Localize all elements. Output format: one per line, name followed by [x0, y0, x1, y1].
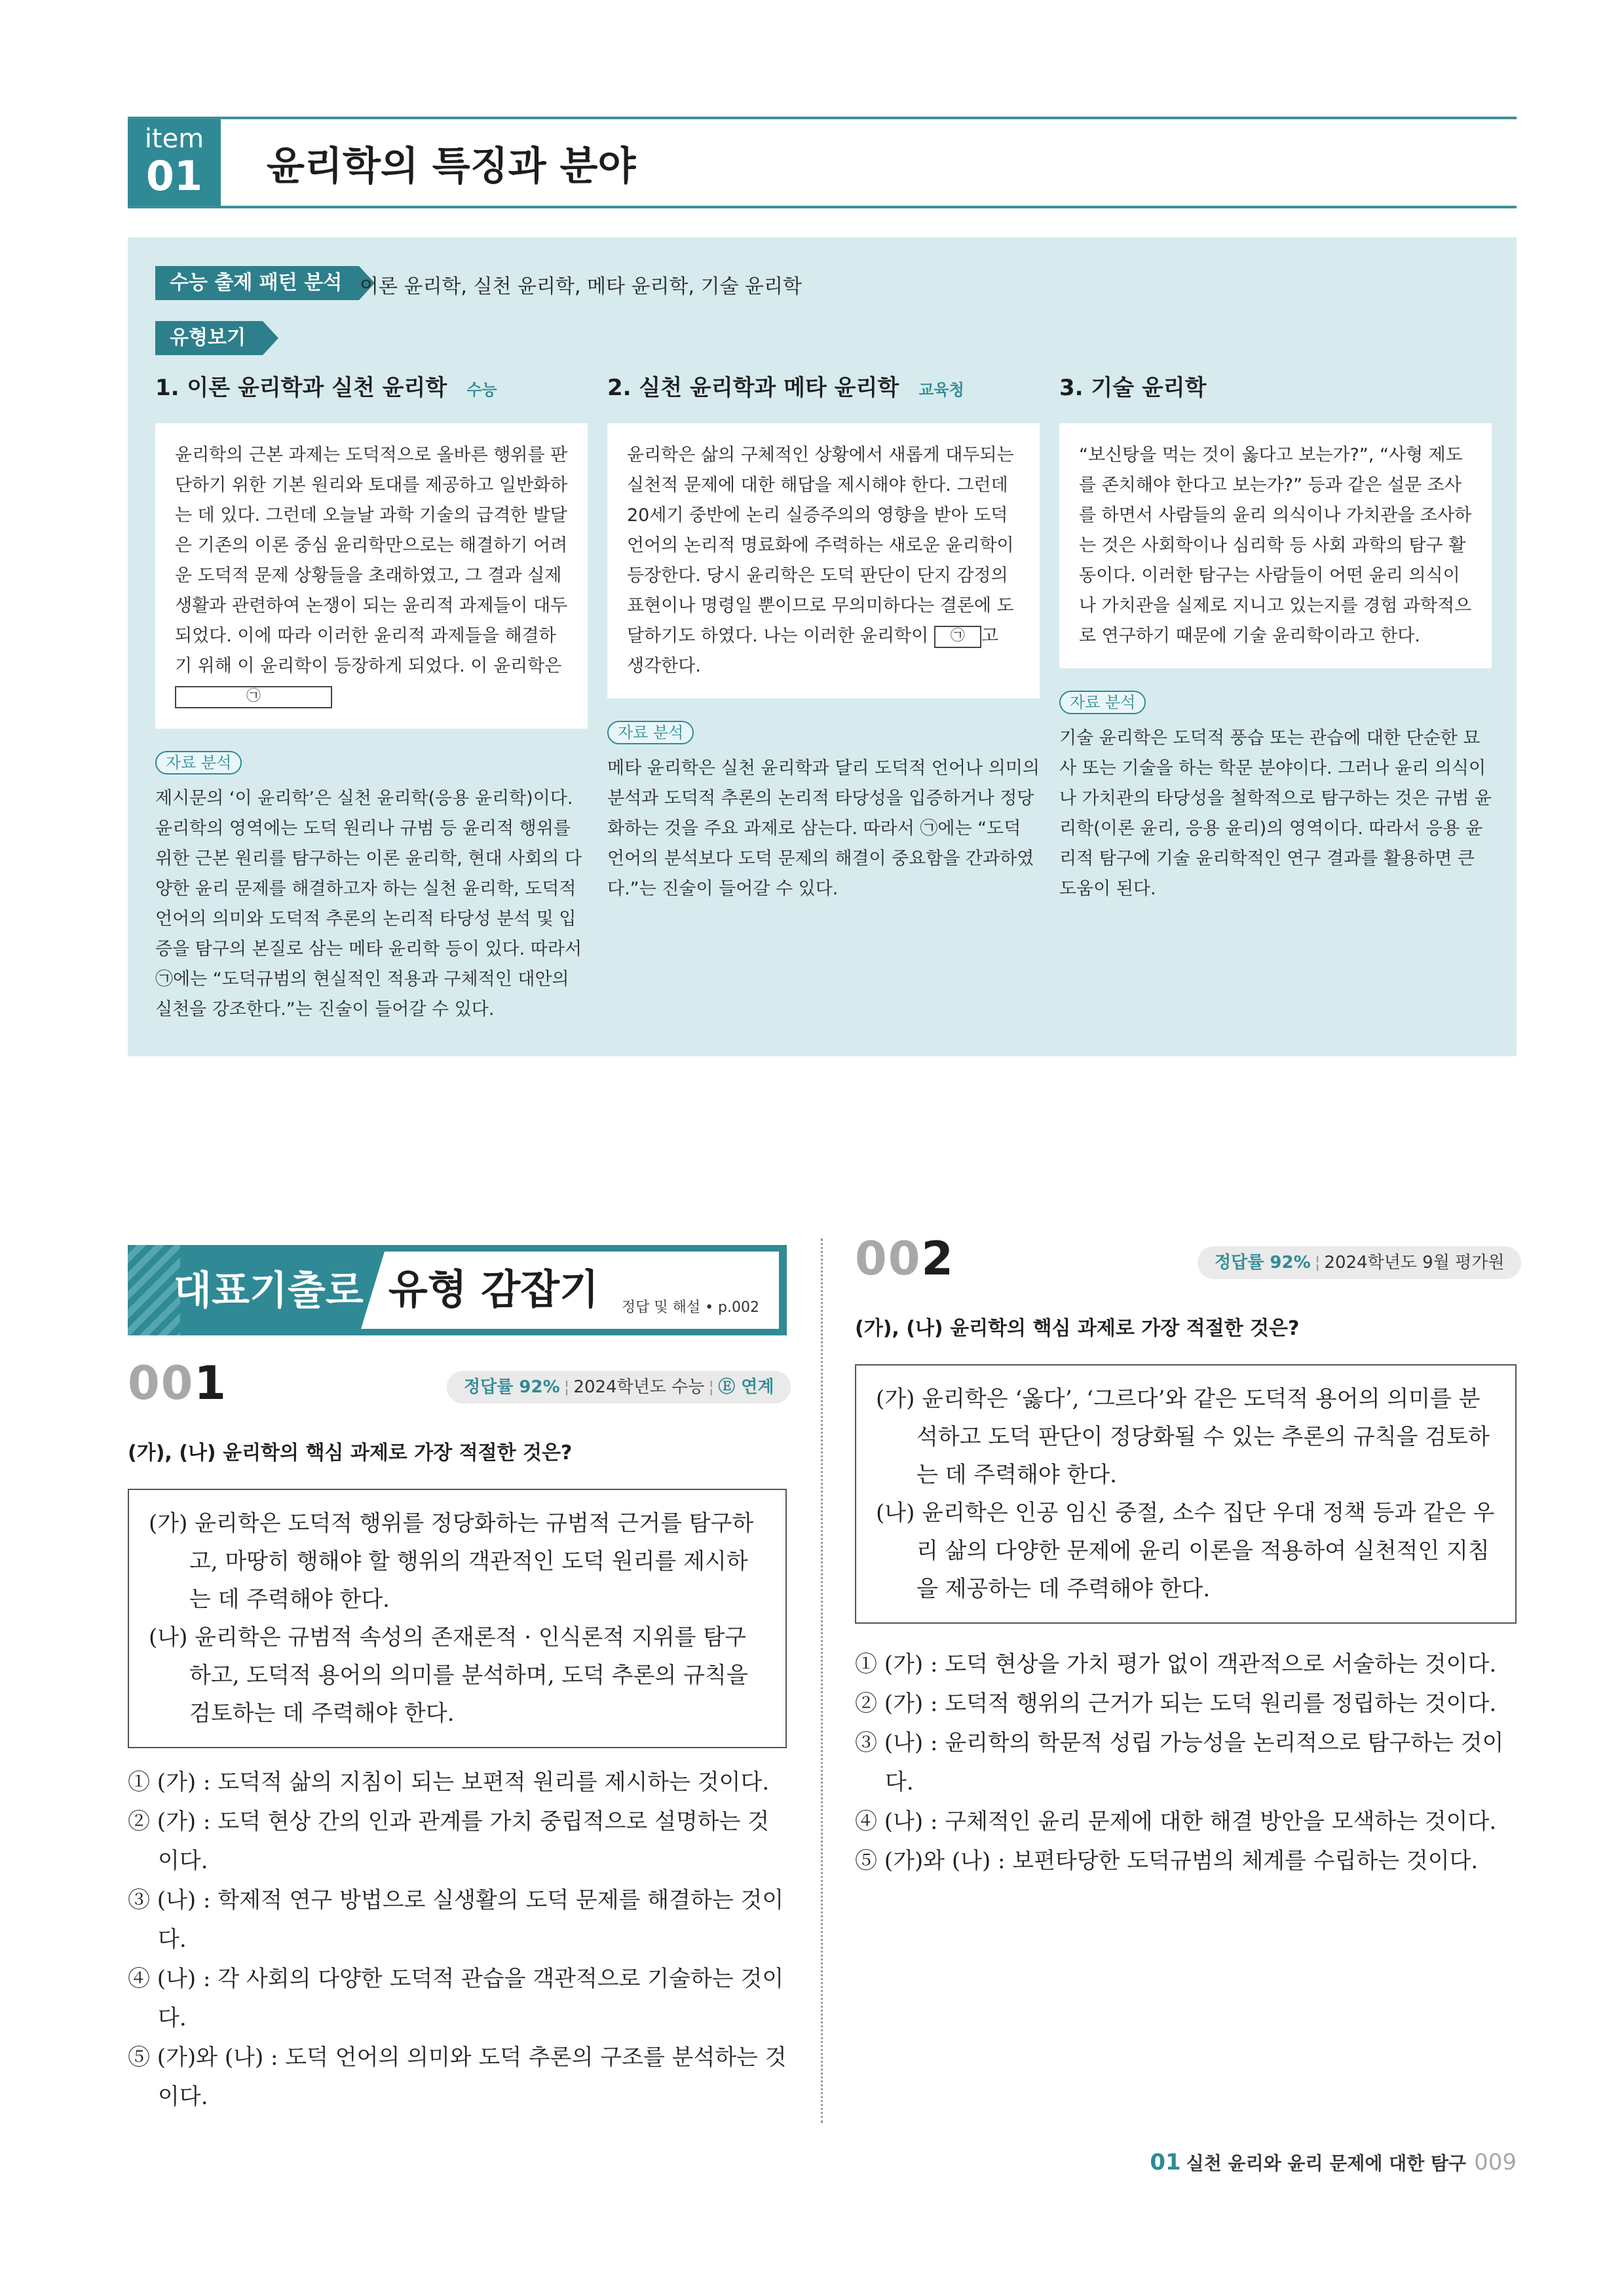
passage-box: [1059, 423, 1492, 668]
type-column-2: [607, 368, 1040, 904]
answer-reference: 정답 및 해설 • p.002: [621, 1299, 759, 1316]
page-footer: [1150, 2149, 1517, 2175]
column-heading-text: 2. 실천 윤리학과 메타 윤리학: [607, 375, 899, 401]
answer-option[interactable]: ③ (나) : 학제적 연구 방법으로 실생활의 도덕 문제를 해결하는 것이다.: [128, 1887, 784, 1953]
column-heading-text: 1. 이론 윤리학과 실천 윤리학: [155, 375, 447, 401]
banner-title: 유형 감잡기: [388, 1265, 599, 1313]
answer-option[interactable]: ② (가) : 도덕 현상 간의 인과 관계를 가치 중립적으로 설명하는 것이다.: [128, 1808, 770, 1874]
meta-separator: ¦: [1314, 1253, 1321, 1272]
answer-blank: ㉠: [934, 626, 981, 648]
analysis-label: 자료 분석: [155, 751, 242, 775]
column-source: 교육청: [918, 381, 964, 399]
answer-option[interactable]: ⑤ (가)와 (나) : 도덕 언어의 의미와 도덕 추론의 구조를 분석하는 것이다.: [128, 2044, 787, 2110]
item-header: [128, 117, 1517, 208]
footer-title: 실천 윤리와 윤리 문제에 대한 탐구: [1186, 2152, 1467, 2174]
column-heading-text: 3. 기술 윤리학: [1059, 375, 1207, 401]
banner-label: 대표기출로: [174, 1268, 364, 1314]
question-number-2: [855, 1232, 954, 1286]
answer-blank: ㉠: [175, 686, 332, 708]
passage-text: 윤리학의 근본 과제는 도덕적으로 올바른 행위를 판단하기 위한 기본 원리와 토대를 제공하고 일반화하는 데 있다. 그런데 오늘날 과학 기술의 급격한 발달은 기존의 이론 중심 윤리학만으로는 해결하기 어려운 도덕적 문제 상황들을 초래하였고, 그 결과 실제 생활과 관련하여 논쟁이 되는 윤리적 과제들이 대두되었다. 이에 따라 이러한 윤리적 과제들을 해결하기 위해 이 윤리학이 등장하게 되었다. 이 윤리학은: [175, 445, 568, 676]
ebs-link-badge: Ⓔ 연계: [718, 1377, 774, 1397]
passage-text-after: 고 생각한다.: [627, 626, 998, 676]
header-rule-bottom: [128, 206, 1517, 208]
passage-box: [607, 423, 1040, 698]
question-number-digit: 1: [194, 1356, 228, 1410]
answer-options-1: [128, 1763, 789, 2116]
question-number-prefix: 00: [128, 1356, 195, 1410]
pattern-text: 이론 윤리학, 실천 윤리학, 메타 윤리학, 기술 윤리학: [360, 275, 802, 298]
header-rule-top: [128, 117, 1517, 119]
pattern-panel: [128, 237, 1517, 1056]
column-source: 수능: [466, 381, 497, 399]
section-banner: [128, 1245, 787, 1335]
statement-ga: (가) 윤리학은 ‘옳다’, ‘그르다’와 같은 도덕적 용어의 의미를 분석하고 도덕 판단이 정당화될 수 있는 추론의 규칙을 검토하는 데 주력해야 한다.: [876, 1386, 1490, 1488]
type-column-3: [1059, 368, 1492, 904]
analysis-label: 자료 분석: [607, 721, 694, 744]
statement-box-1: [128, 1489, 787, 1748]
meta-separator: ¦: [563, 1377, 570, 1397]
statement-na: (나) 윤리학은 규범적 속성의 존재론적 · 인식론적 지위를 탐구하고, 도덕적 용어의 의미를 분석하며, 도덕 추론의 규칙을 검토하는 데 주력해야 한다.: [149, 1624, 748, 1727]
statement-ga: (가) 윤리학은 도덕적 행위를 정당화하는 규범적 근거를 탐구하고, 마땅히 행해야 할 행위의 객관적인 도덕 원리를 제시하는 데 주력해야 한다.: [149, 1510, 754, 1613]
question-number-digit: 2: [921, 1232, 955, 1286]
item-badge-number: 01: [145, 152, 203, 200]
statement-box-2: [855, 1364, 1517, 1624]
column-heading: [155, 368, 588, 408]
answer-option[interactable]: ③ (나) : 윤리학의 학문적 성립 가능성을 논리적으로 탐구하는 것이다.: [855, 1730, 1504, 1795]
question-text-1: (가), (나) 윤리학의 핵심 과제로 가장 적절한 것은?: [128, 1442, 573, 1464]
types-tag: 유형보기: [155, 321, 263, 355]
correct-rate: 정답률 92%: [464, 1377, 560, 1397]
question-number-prefix: 00: [855, 1232, 922, 1286]
analysis-text: 제시문의 ‘이 윤리학’은 실천 윤리학(응용 윤리학)이다. 윤리학의 영역에는 도덕 원리나 규범 등 윤리적 행위를 위한 근본 원리를 탐구하는 이론 윤리학, 현대 사회의 다양한 윤리 문제를 해결하고자 하는 실천 윤리학, 도덕적 언어의 의미와 도덕적 추론의 논리적 타당성 분석 및 입증을 탐구의 본질로 삼는 메타 윤리학 등이 있다. 따라서 ㉠에는 “도덕규범의 현실적인 적용과 구체적인 대안의 실천을 강조한다.”는 진술이 들어갈 수 있다.: [155, 788, 582, 1020]
page-number: 009: [1474, 2149, 1517, 2175]
analysis-text: 메타 윤리학은 실천 윤리학과 달리 도덕적 언어나 의미의 분석과 도덕적 추론의 논리적 타당성을 입증하거나 정당화하는 것을 주요 과제로 삼는다. 따라서 ㉠에는 “도덕 언어의 분석보다 도덕 문제의 해결이 중요함을 간과하였다.”는 진술이 들어갈 수 있다.: [607, 758, 1040, 899]
footer-chapter: 01: [1150, 2149, 1181, 2175]
banner-title-box: [385, 1252, 779, 1329]
item-title: 윤리학의 특징과 분야: [267, 144, 636, 189]
answer-options-2: [855, 1645, 1517, 1881]
item-badge-label: item: [144, 124, 204, 154]
passage-text: 윤리학은 삶의 구체적인 상황에서 새롭게 대두되는 실천적 문제에 대한 해답을 제시해야 한다. 그런데 20세기 중반에 논리 실증주의의 영향을 받아 도덕 언어의 논리적 명료화에 주력하는 새로운 윤리학이 등장한다. 당시 윤리학은 도덕 판단이 단지 감정의 표현이나 명령일 뿐이므로 무의미하다는 결론에 도달하기도 하였다. 나는 이러한 윤리학이: [627, 445, 1014, 646]
answer-option[interactable]: ⑤ (가)와 (나) : 보편타당한 도덕규범의 체계를 수립하는 것이다.: [855, 1848, 1479, 1874]
column-heading: [1059, 368, 1492, 408]
item-badge: [128, 119, 221, 206]
question-text-2: (가), (나) 윤리학의 핵심 과제로 가장 적절한 것은?: [855, 1317, 1300, 1340]
correct-rate: 정답률 92%: [1215, 1253, 1311, 1272]
pattern-tag: 수능 출제 패턴 분석: [155, 266, 359, 300]
exam-year: 2024학년도 9월 평가원: [1324, 1253, 1505, 1272]
column-heading: [607, 368, 1040, 408]
question-meta-2: [1198, 1246, 1521, 1279]
answer-option[interactable]: ④ (나) : 각 사회의 다양한 도덕적 관습을 객관적으로 기술하는 것이다.: [128, 1966, 784, 2031]
answer-option[interactable]: ② (가) : 도덕적 행위의 근거가 되는 도덕 원리를 정립하는 것이다.: [855, 1691, 1497, 1717]
answer-option[interactable]: ① (가) : 도덕적 삶의 지침이 되는 보편적 원리를 제시하는 것이다.: [128, 1769, 770, 1795]
passage-text: “보신탕을 먹는 것이 옳다고 보는가?”, “사형 제도를 존치해야 한다고 보는가?” 등과 같은 설문 조사를 하면서 사람들의 윤리 의식이나 가치관을 조사하는 것은 사회학이나 심리학 등 사회 과학의 탐구 활동이다. 이러한 탐구는 사람들이 어떤 윤리 의식이나 가치관을 실제로 지니고 있는지를 경험 과학적으로 연구하기 때문에 기술 윤리학이라고 한다.: [1079, 445, 1472, 646]
answer-option[interactable]: ① (가) : 도덕 현상을 가치 평가 없이 객관적으로 서술하는 것이다.: [855, 1651, 1497, 1677]
question-meta-1: [447, 1371, 791, 1404]
exam-year: 2024학년도 수능: [573, 1377, 705, 1397]
analysis-label: 자료 분석: [1059, 691, 1146, 714]
analysis-text: 기술 윤리학은 도덕적 풍습 또는 관습에 대한 단순한 묘사 또는 기술을 하는 학문 분야이다. 그러나 윤리 의식이나 가치관의 타당성을 철학적으로 탐구하는 것은 규범 윤리학(이론 윤리, 응용 윤리)의 영역이다. 따라서 응용 윤리적 탐구에 기술 윤리학적인 연구 결과를 활용하면 큰 도움이 된다.: [1059, 728, 1492, 899]
type-column-1: [155, 368, 588, 1025]
meta-separator: ¦: [708, 1377, 715, 1397]
column-divider: [821, 1238, 823, 2123]
banner-stripes: [128, 1245, 180, 1335]
question-number-1: [128, 1356, 227, 1410]
statement-na: (나) 윤리학은 인공 임신 중절, 소수 집단 우대 정책 등과 같은 우리 삶의 다양한 문제에 윤리 이론을 적용하여 실천적인 지침을 제공하는 데 주력해야 한다.: [876, 1500, 1495, 1602]
answer-option[interactable]: ④ (나) : 구체적인 윤리 문제에 대한 해결 방안을 모색하는 것이다.: [855, 1808, 1497, 1835]
passage-box: [155, 423, 588, 729]
